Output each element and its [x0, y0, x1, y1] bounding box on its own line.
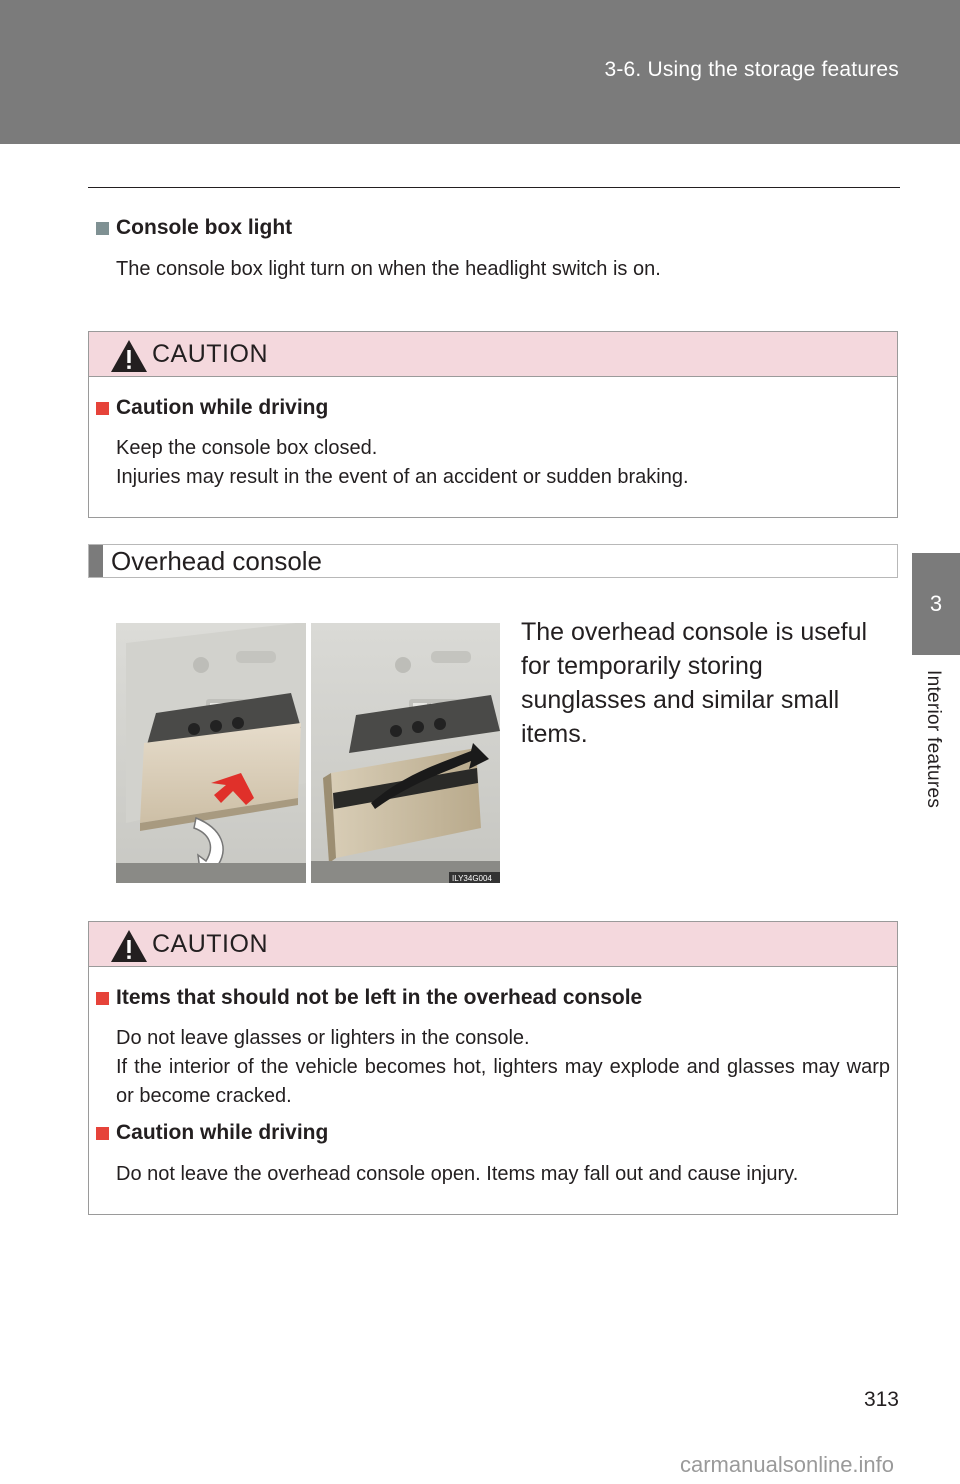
caution-item-text [116, 1024, 890, 1111]
watermark: carmanualsonline.info [680, 1452, 895, 1477]
image-code: ILY34G004 [452, 874, 492, 883]
divider [88, 187, 900, 188]
caution-box-2 [88, 921, 898, 1215]
heading-text: Caution while driving [116, 1121, 329, 1144]
heading-text: Items that should not be left in the overhead console [116, 986, 643, 1009]
heading-text: Caution while driving [116, 396, 329, 419]
overhead-console-closed-image [116, 623, 306, 883]
caution-title: CAUTION [152, 340, 268, 368]
section-heading-bar [88, 544, 898, 578]
bullet-square-icon [96, 222, 109, 235]
caution-box-1 [88, 331, 898, 518]
chapter-number: 3 [929, 591, 943, 616]
console-box-light-text: The console box light turn on when the headlight switch is on. [116, 258, 661, 280]
caution-item-heading [96, 1121, 328, 1145]
caution-line: Do not leave the overhead console open. Items may fall out and cause injury. [116, 1163, 799, 1185]
caution-header [89, 332, 897, 377]
chapter-tab[interactable] [912, 553, 960, 655]
section-title-overhead: Overhead console [111, 546, 323, 576]
section-title: 3-6. Using the storage features [604, 58, 899, 81]
caution-line: Injuries may result in the event of an accident or sudden braking. [116, 466, 689, 488]
overhead-console-open-image [311, 623, 500, 883]
bullet-square-icon [96, 992, 109, 1005]
caution-header [89, 922, 897, 967]
caution-item-heading [96, 396, 328, 420]
overhead-console-intro: The overhead console is useful for temporarily storing sunglasses and similar small items. [521, 618, 868, 748]
console-box-light-heading [96, 216, 292, 240]
caution-line: If the interior of the vehicle becomes hot, lighters may explode and glasses may warp or become cracked. [116, 1056, 890, 1107]
caution-item-heading [96, 986, 642, 1010]
caution-item-text [116, 1160, 890, 1189]
caution-item-text [116, 434, 886, 492]
warning-icon [109, 338, 149, 374]
chapter-label: Interior features [923, 670, 944, 809]
bullet-square-icon [96, 402, 109, 415]
page-header [0, 0, 960, 144]
page-number: 313 [863, 1388, 899, 1411]
warning-icon [109, 928, 149, 964]
section-accent [89, 545, 103, 577]
caution-title: CAUTION [152, 930, 268, 958]
caution-line: Do not leave glasses or lighters in the console. [116, 1027, 530, 1049]
heading-text: Console box light [116, 216, 293, 239]
bullet-square-icon [96, 1127, 109, 1140]
caution-line: Keep the console box closed. [116, 437, 378, 459]
